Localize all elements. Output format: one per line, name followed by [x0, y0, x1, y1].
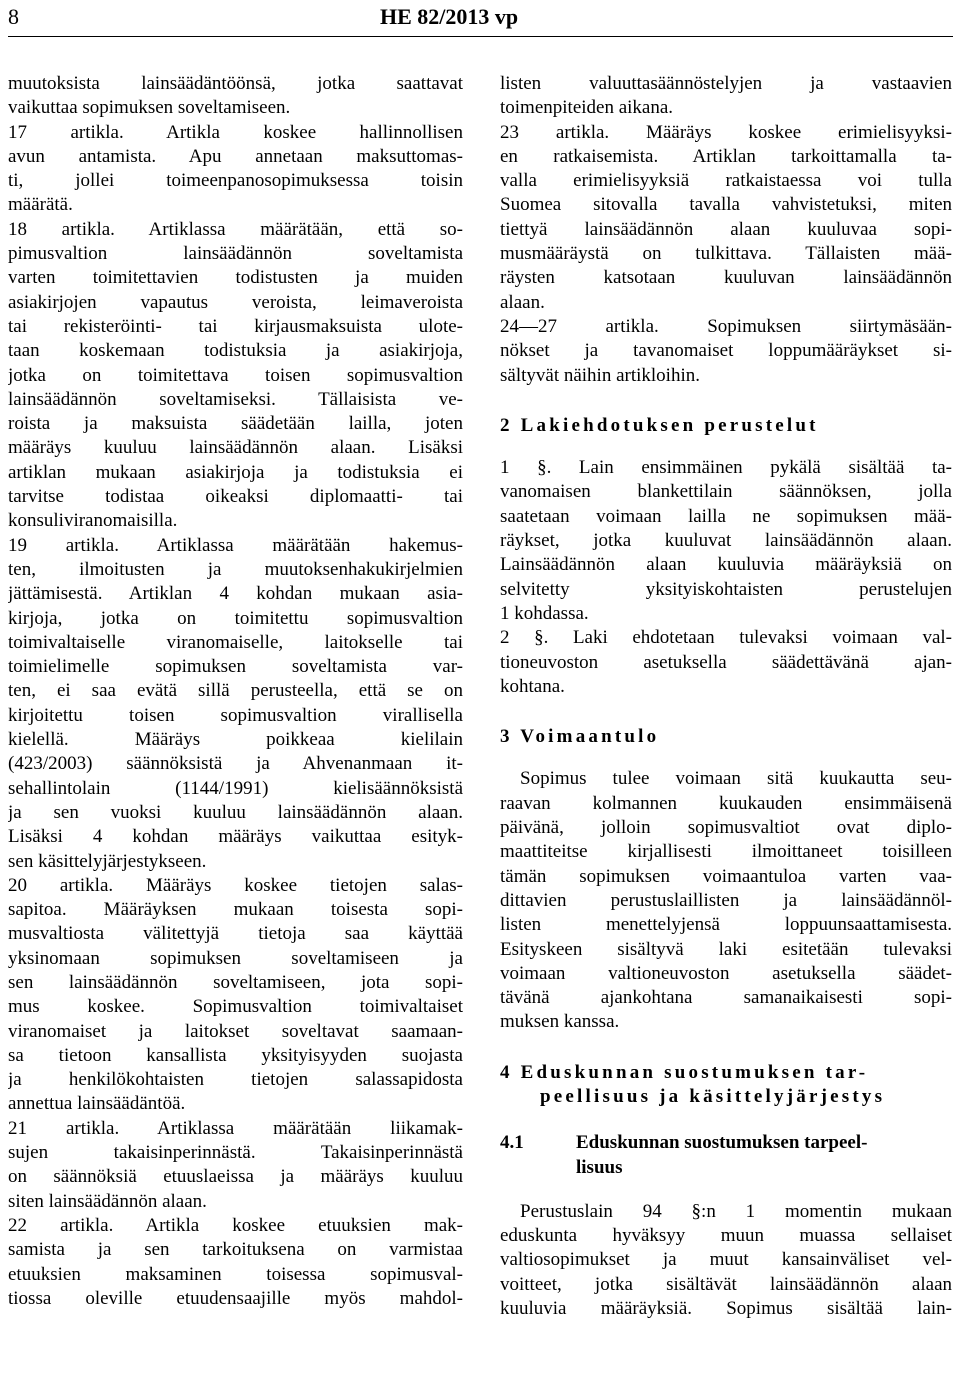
subsection-title: Eduskunnan suostumuksen tarpeel-	[576, 1132, 868, 1154]
text-line: tävänä ajankohtana samanaikaisesti sopi-	[500, 987, 952, 1009]
spacer	[500, 438, 952, 456]
text-line: ten, ei saa evätä sillä perusteella, että se on	[8, 680, 463, 702]
text-line: 17 artikla. Artikla koskee hallinnollisen	[8, 121, 463, 143]
text-line: kirjoja, jotka on toimitettu sopimusvaltion	[8, 607, 463, 629]
text-line: kielellä. Määräys poikkeaa kielilain	[8, 729, 463, 751]
text-line: mus koskee. Sopimusvaltion toimivaltaiset	[8, 996, 463, 1018]
text-line: 1 §. Lain ensimmäinen pykälä sisältää ta-	[500, 457, 952, 479]
text-line: listen menettelyjensä loppuunsaattamisesta.	[500, 914, 952, 936]
text-line: etuuksien maksaminen toisessa sopimusval-	[8, 1263, 463, 1285]
text-line: jotka on toimitettava toisen sopimusvaltion	[8, 364, 463, 386]
text-line: tioneuvoston asetuksella säädettävänä ajan-	[500, 651, 952, 673]
text-line: toimenpiteiden aikana.	[500, 97, 674, 119]
text-line: 21 artikla. Artiklassa määrätään liikamak-	[8, 1117, 463, 1139]
text-line: musvaltiosta välitettyjä tietoja saa käyttää	[8, 923, 463, 945]
text-line: dittavien perustuslaillisten ja lainsäädännöl-	[500, 889, 952, 911]
text-line: en ratkaisemista. Artiklan tarkoittamalla ta-	[500, 145, 952, 167]
text-line: räysten katsotaan kuuluvan lainsäädännön	[500, 267, 952, 289]
text-line: päivänä, jolloin sopimusvaltiot ovat diplo-	[500, 817, 952, 839]
text-line: muksen kanssa.	[500, 1011, 620, 1033]
text-line: voimaan valtioneuvoston asetuksella säädet-	[500, 962, 952, 984]
text-line: sehallintolain (1144/1991) kielisäännöksistä	[8, 777, 463, 799]
text-line: 1 kohdassa.	[500, 602, 589, 624]
text-line: yksinomaan sopimuksen soveltamiseen ja	[8, 947, 463, 969]
text-line: Lisäksi 4 kohdan määräys vaikuttaa esityk-	[8, 826, 463, 848]
text-line: pimusvaltion lainsäädännön soveltamista	[8, 243, 463, 265]
text-line: kirjoitettu toisen sopimusvaltion virallisella	[8, 704, 463, 726]
spacer	[500, 388, 952, 414]
header-rule	[8, 36, 953, 37]
left-column	[8, 72, 463, 1311]
text-line: toimielimelle sopimuksen soveltamista var-	[8, 656, 463, 678]
text-line: eduskunta hyväksyy muun muassa sellaiset	[500, 1225, 952, 1247]
text-line: valtiosopimukset ja muut kansainväliset vel-	[500, 1249, 952, 1271]
text-line: taan koskemaan todistuksia ja asiakirjoja,	[8, 340, 463, 362]
text-line: Perustuslain 94 §:n 1 momentin mukaan	[520, 1200, 952, 1222]
text-line: saatetaan voimaan lailla ne sopimuksen mää-	[500, 505, 952, 527]
text-line: tarvitse todistaa oikeaksi diplomaatti- tai	[8, 486, 463, 508]
text-line: määräys kuuluu lainsäädännön alaan. Lisäksi	[8, 437, 463, 459]
text-line: roista ja maksuista säädetään lailla, joten	[8, 413, 463, 435]
text-line: määrätä.	[8, 194, 73, 216]
text-line: 19 artikla. Artiklassa määrätään hakemus-	[8, 534, 463, 556]
section-heading-4: 4 Eduskunnan suostumuksen tar-	[500, 1061, 869, 1083]
text-line: räykset, jotka kuuluvat lainsäädännön alaan.	[500, 530, 952, 552]
text-line: samista ja sen tarkoituksena on varmistaa	[8, 1239, 463, 1261]
right-column	[500, 72, 952, 1321]
text-line: sältyvät näihin artikloihin.	[500, 364, 700, 386]
spacer	[500, 749, 952, 767]
spacer	[500, 1035, 952, 1061]
subsection-number: 4.1	[500, 1132, 524, 1154]
text-line: vanomaisen blankettilain säännöksen, jolla	[500, 481, 952, 503]
text-line: sapitoa. Määräyksen mukaan toisesta sopi-	[8, 899, 463, 921]
text-line: ja henkilökohtaisten tietojen salassapidosta	[8, 1069, 463, 1091]
text-line: selvitetty yksityiskohtaisten perustelujen	[500, 578, 952, 600]
section-heading-2: 2 Lakiehdotuksen perustelut	[500, 414, 819, 436]
text-line: musmääräystä on tulkittava. Tällaisten mää-	[500, 243, 952, 265]
text-line: kohtana.	[500, 675, 565, 697]
spacer	[500, 699, 952, 725]
text-line: valla erimielisyyksiä ratkaistaessa voi tulla	[500, 170, 952, 192]
text-line: sen lainsäädännön soveltamiseen, jota sopi-	[8, 971, 463, 993]
text-line: on säännöksiä etuuslaeissa ja määräys kuuluu	[8, 1166, 463, 1188]
text-line: annettua lainsäädäntöä.	[8, 1093, 186, 1115]
document-id: HE 82/2013 vp	[380, 4, 519, 29]
text-line: avun antamista. Apu annetaan maksuttomas-	[8, 145, 463, 167]
text-line: sa tietoon kansallista yksityisyyden suojasta	[8, 1044, 463, 1066]
text-line: ja sen vuoksi kuuluu lainsäädännön alaan.	[8, 801, 463, 823]
text-line: lainsäädännön soveltamiseksi. Tällaisista ve-	[8, 388, 463, 410]
text-line: 24—27 artikla. Sopimuksen siirtymäsään-	[500, 315, 952, 337]
text-line: toimivaltaiselle viranomaiselle, laitokselle tai	[8, 631, 463, 653]
text-line: voitteet, jotka sisältävät lainsäädännön alaan	[500, 1273, 952, 1295]
text-line: sen käsittelyjärjestykseen.	[8, 850, 207, 872]
text-line: vaikuttaa sopimuksen soveltamiseen.	[8, 97, 291, 119]
text-line: asiakirjojen vapautus veroista, leimaveroista	[8, 291, 463, 313]
spacer	[500, 1109, 952, 1131]
text-line: Sopimus tulee voimaan sitä kuukautta seu-	[520, 768, 952, 790]
text-line: nökset ja tavanomaiset loppumääräykset si-	[500, 340, 952, 362]
text-line: kuuluvia määräyksiä. Sopimus sisältää lain-	[500, 1298, 952, 1320]
text-line: maattiteitse kirjallisesti ilmoittaneet toisilleen	[500, 841, 952, 863]
text-line: tai rekisteröinti- tai kirjausmaksuista ulote-	[8, 315, 463, 337]
text-line: Esityskeen sisältyvä laki esitetään tulevaksi	[500, 938, 952, 960]
text-line: Suomea sitovalla tavalla vahvistetuksi, miten	[500, 194, 952, 216]
text-line: 20 artikla. Määräys koskee tietojen salas-	[8, 874, 463, 896]
text-line: siten lainsäädännön alaan.	[8, 1190, 207, 1212]
text-line: (423/2003) säännöksistä ja Ahvenanmaan it-	[8, 753, 463, 775]
text-line: jättämisestä. Artiklan 4 kohdan mukaan asia-	[8, 583, 463, 605]
spacer	[500, 1180, 952, 1200]
text-line: konsuliviranomaisilla.	[8, 510, 178, 532]
text-line: muutoksista lainsäädäntöönsä, jotka saattavat	[8, 73, 463, 94]
text-line: 2 §. Laki ehdotetaan tulevaksi voimaan val-	[500, 627, 952, 649]
subsection-heading-4-1	[500, 1131, 952, 1155]
text-line: 22 artikla. Artikla koskee etuuksien mak-	[8, 1214, 463, 1236]
text-line: viranomaiset ja laitokset soveltavat saamaan-	[8, 1020, 463, 1042]
page-header	[0, 0, 960, 40]
text-line: tiettyä lainsäädännön alaan kuuluvaa sopi-	[500, 218, 952, 240]
text-line: varten toimitettavien todistusten ja muiden	[8, 267, 463, 289]
text-line: ten, ilmoitusten ja muutoksenhakukirjelmien	[8, 558, 463, 580]
section-heading-4-cont: peellisuus ja käsittelyjärjestys	[540, 1085, 886, 1107]
text-line: artiklan mukaan asiakirjoja ja todistuksia ei	[8, 461, 463, 483]
text-line: alaan.	[500, 291, 545, 313]
text-line: 18 artikla. Artiklassa määrätään, että so-	[8, 218, 463, 240]
page-number: 8	[8, 4, 19, 29]
text-line: tämän sopimuksen voimaantuloa varten vaa-	[500, 865, 952, 887]
text-line: tiossa oleville etuudensaajille myös mahdol-	[8, 1287, 463, 1309]
text-line: ti, jollei toimeenpanosopimuksessa toisin	[8, 170, 463, 192]
text-line: 23 artikla. Määräys koskee erimielisyyksi-	[500, 121, 952, 143]
text-line: raavan kolmannen kuukauden ensimmäisenä	[500, 792, 952, 814]
section-heading-3: 3 Voimaantulo	[500, 726, 660, 748]
subsection-title-cont: lisuus	[576, 1156, 623, 1178]
text-line: Lainsäädännön alaan kuuluvia määräyksiä on	[500, 554, 952, 576]
text-line: sujen takaisinperinnästä. Takaisinperinnästä	[8, 1142, 463, 1164]
text-line: listen valuuttasäännöstelyjen ja vastaavien	[500, 73, 952, 94]
